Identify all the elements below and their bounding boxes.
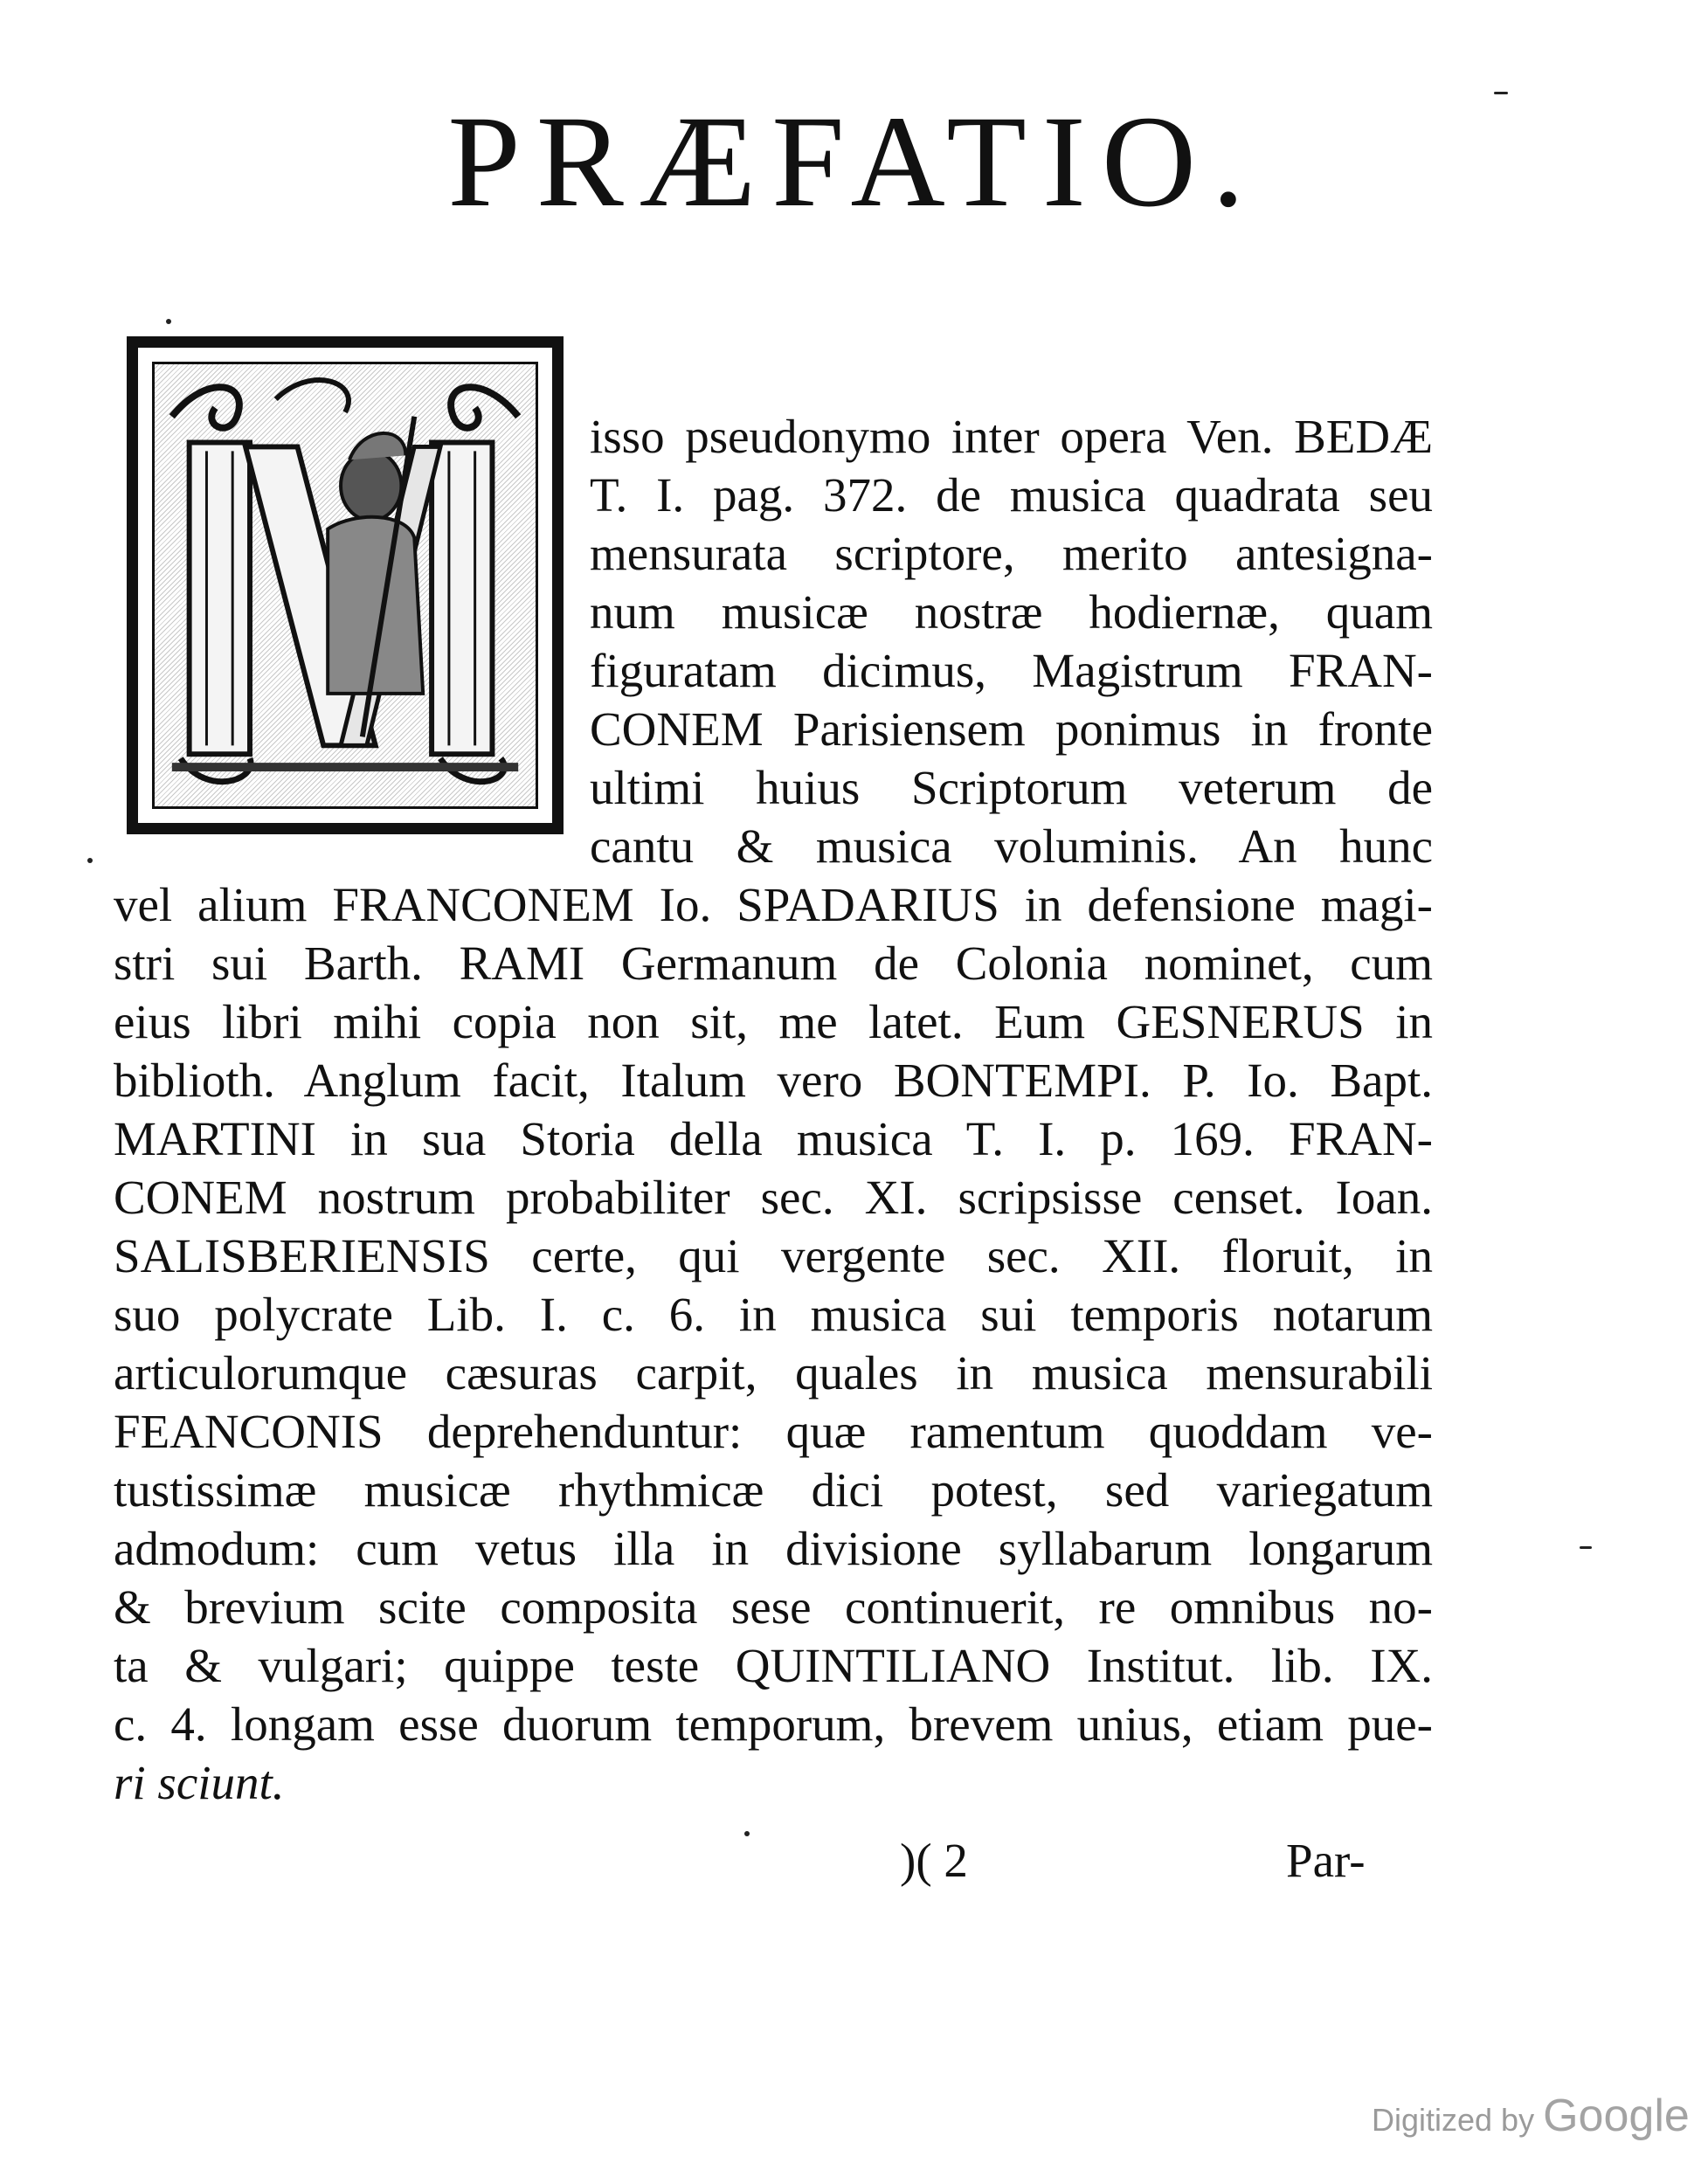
text-line-10: stri sui Barth. RAMI Germanum de Colonia nominet, cum [114, 936, 1433, 990]
text-line-3: mensurata scriptore, merito antesigna- [590, 527, 1433, 580]
paper-speck [1494, 92, 1508, 94]
text-line-14: CONEM nostrum probabiliter sec. XI. scripsisse censet. Ioan. [114, 1171, 1433, 1224]
initial-letter-m-illustration [155, 364, 536, 806]
paper-speck [166, 319, 171, 324]
paper-speck [87, 858, 93, 863]
decorated-initial [127, 336, 564, 834]
text-line-17: articulorumque cæsuras carpit, quales in musica mensurabili [114, 1346, 1433, 1400]
text-line-23: c. 4. longam esse duorum temporum, brevem unius, etiam pue- [114, 1697, 1433, 1751]
text-line-8: cantu & musica voluminis. An hunc [590, 819, 1433, 873]
digitized-watermark [1372, 2090, 1690, 2142]
text-line-11: eius libri mihi copia non sit, me latet. Eum GESNERUS in [114, 995, 1433, 1048]
text-line-24: ri sciunt. [114, 1756, 285, 1809]
text-line-5: figuratam dicimus, Magistrum FRAN- [590, 644, 1433, 697]
text-line-21: & brevium scite composita sese continuerit, re omnibus no- [114, 1580, 1433, 1634]
page-title: PRÆFATIO. [447, 89, 1261, 234]
catchword: Par- [1286, 1834, 1366, 1887]
watermark-brand: Google [1543, 2091, 1690, 2141]
text-line-20: admodum: cum vetus illa in divisione syllabarum longarum [114, 1522, 1433, 1575]
text-line-2: T. I. pag. 372. de musica quadrata seu [590, 468, 1433, 522]
text-line-9: vel alium FRANCONEM Io. SPADARIUS in defensione magi- [114, 878, 1433, 931]
text-line-19: tustissimæ musicæ rhythmicæ dici potest, sed variegatum [114, 1463, 1433, 1517]
text-line-1: isso pseudonymo inter opera Ven. BEDÆ [590, 410, 1433, 463]
text-line-6: CONEM Parisiensem ponimus in fronte [590, 702, 1433, 756]
paper-speck [744, 1831, 750, 1836]
text-line-7: ultimi huius Scriptorum veterum de [590, 761, 1433, 814]
text-line-16: suo polycrate Lib. I. c. 6. in musica sui temporis notarum [114, 1288, 1433, 1341]
text-line-18: FEANCONIS deprehenduntur: quæ ramentum quoddam ve- [114, 1405, 1433, 1458]
text-line-4: num musicæ nostræ hodiernæ, quam [590, 585, 1433, 639]
text-line-15: SALISBERIENSIS certe, qui vergente sec. XII. floruit, in [114, 1229, 1433, 1282]
text-line-12: biblioth. Anglum facit, Italum vero BONTEMPI. P. Io. Bapt. [114, 1054, 1433, 1107]
signature-mark: )( 2 [900, 1834, 968, 1887]
text-line-13: MARTINI in sua Storia della musica T. I. p. 169. FRAN- [114, 1112, 1433, 1165]
paper-speck [1580, 1546, 1592, 1549]
text-line-22: ta & vulgari; quippe teste QUINTILIANO Institut. lib. IX. [114, 1639, 1433, 1692]
watermark-prefix: Digitized by [1372, 2102, 1535, 2138]
